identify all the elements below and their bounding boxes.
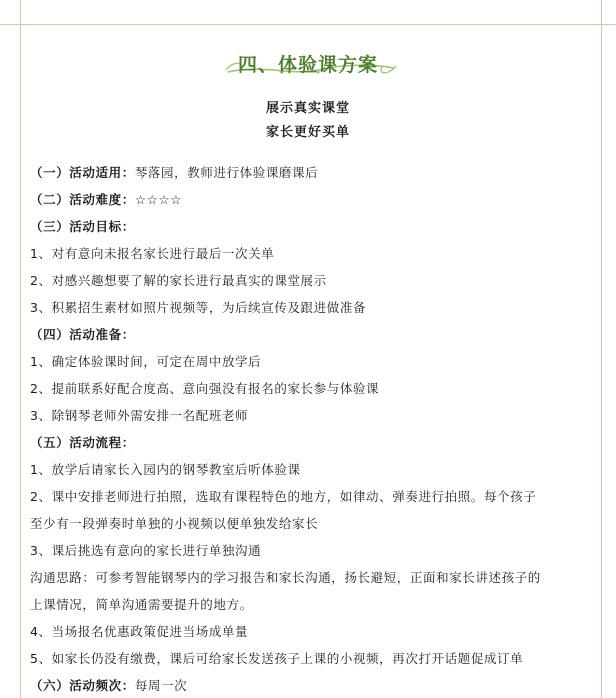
section-label: （五）活动流程： (30, 435, 135, 450)
section-label: （六）活动频次： (30, 678, 135, 693)
section-difficulty (30, 192, 600, 208)
section-label: （二）活动难度： (30, 192, 135, 207)
list-item: 1、确定体验课时间，可定在周中放学后 (30, 354, 262, 369)
list-item: 2、课中安排老师进行拍照，选取有课程特色的地方，如律动、弹奏进行拍照。每个孩子 (30, 489, 537, 504)
subtitle-line-2: 家长更好买单 (265, 125, 350, 140)
list-item: 1、对有意向未报名家长进行最后一次关单 (30, 246, 275, 261)
list-item: 2、提前联系好配合度高、意向强没有报名的家长参与体验课 (30, 381, 380, 396)
section-process (30, 435, 600, 451)
section-label: （一）活动适用： (30, 165, 135, 180)
list-item: 1、放学后请家长入园内的钢琴教室后听体验课 (30, 462, 301, 477)
section-preparation (30, 327, 600, 343)
section-applicable (30, 165, 600, 181)
list-item: 3、课后挑选有意向的家长进行单独沟通 (30, 543, 262, 558)
section-value: 琴落园，教师进行体验课磨课后 (134, 165, 319, 180)
list-item: 5、如家长仍没有缴费，课后可给家长发送孩子上课的小视频，再次打开话题促成订单 (30, 651, 524, 666)
section-label: （四）活动准备： (30, 327, 135, 342)
section-goals (30, 219, 600, 235)
subtitle-line-1: 展示真实课堂 (265, 101, 350, 116)
list-item: 沟通思路：可参考智能钢琴内的学习报告和家长沟通，扬长避短，正面和家长讲述孩子的 (30, 570, 541, 585)
section-label: （三）活动目标： (30, 219, 135, 234)
list-item: 2、对感兴趣想要了解的家长进行最真实的课堂展示 (30, 273, 327, 288)
list-item: 至少有一段弹奏时单独的小视频以便单独发给家长 (30, 516, 319, 531)
difficulty-stars: ☆☆☆☆ (134, 192, 183, 207)
section-frequency (30, 678, 600, 694)
page-title: 四、体验课方案 (237, 54, 378, 76)
list-item: 3、除钢琴老师外需安排一名配班老师 (30, 408, 249, 423)
list-item: 3、积累招生素材如照片视频等，为后续宣传及跟进做准备 (30, 300, 367, 315)
heading-area (0, 46, 616, 82)
section-value: 每周一次 (134, 678, 188, 693)
list-item: 上课情况，简单沟通需要提升的地方。 (30, 597, 253, 612)
page-frame-top (0, 24, 616, 25)
list-item: 4、当场报名优惠政策促进当场成单量 (30, 624, 249, 639)
